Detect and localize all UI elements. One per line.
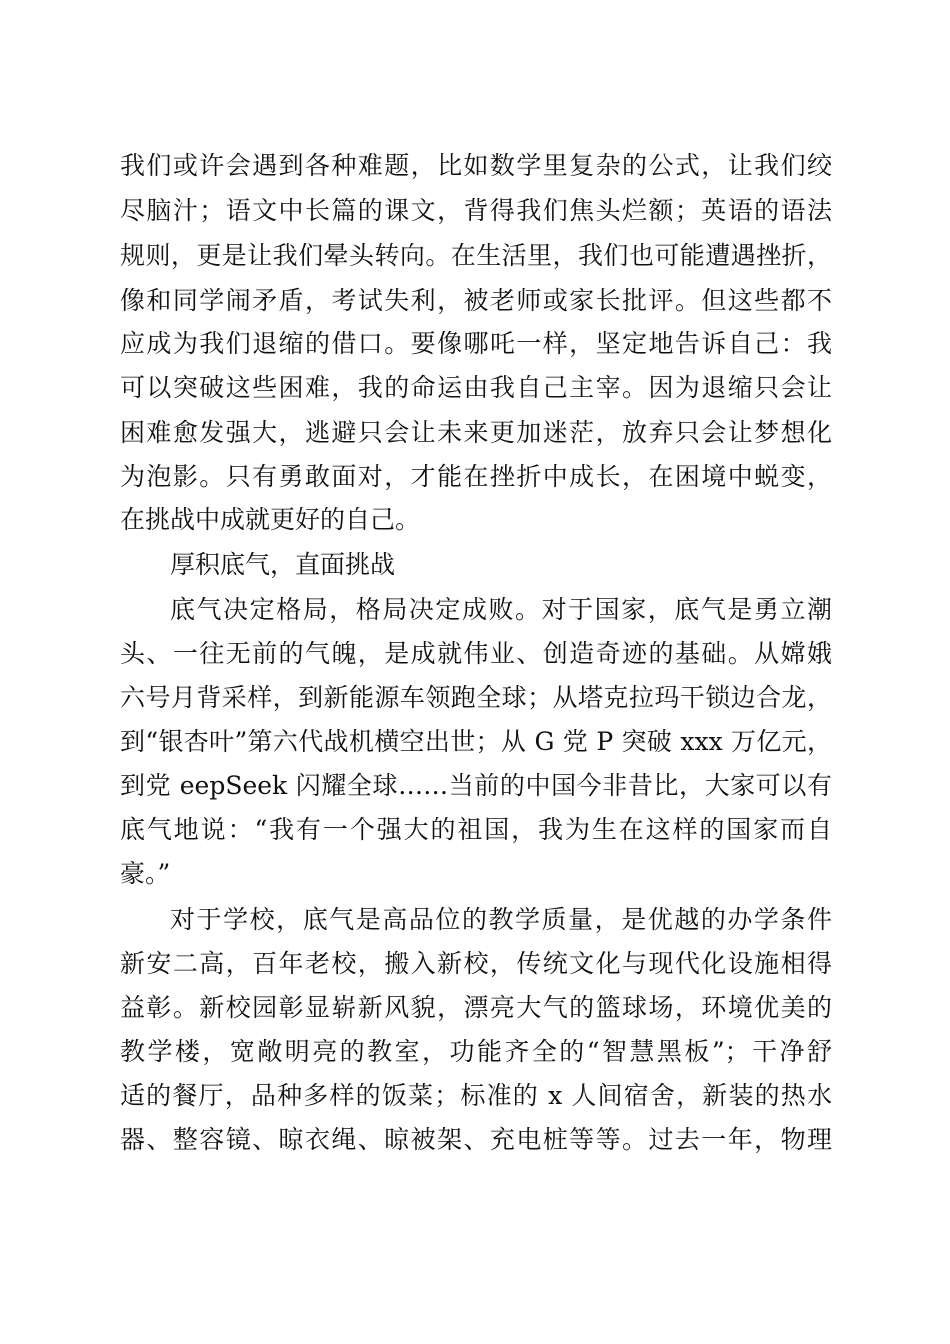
- paragraph-1-line-3: 规则，更是让我们晕头转向。在生活里，我们也可能遭遇挫折，: [120, 241, 832, 270]
- paragraph-3-line-5: 适的餐厅，品种多样的饭菜；标准的 x 人间宿舍，新装的热水: [120, 1081, 832, 1110]
- paragraph-2-line-5: 到党 eepSeek 闪耀全球……当前的中国今非昔比，大家可以有: [120, 771, 832, 800]
- paragraph-1-line-5: 应成为我们退缩的借口。要像哪吒一样，坚定地告诉自己：我: [120, 329, 832, 358]
- paragraph-2-line-7: 豪。”: [120, 859, 171, 888]
- paragraph-2-line-4: 到“银杏叶”第六代战机横空出世；从 G 党 P 突破 xxx 万亿元，: [120, 727, 832, 756]
- section-heading: 厚积底气，直面挑战: [170, 550, 396, 579]
- paragraph-1-line-4: 像和同学闹矛盾，考试失利，被老师或家长批评。但这些都不: [120, 286, 832, 315]
- paragraph-3-line-6: 器、整容镜、晾衣绳、晾被架、充电桩等等。过去一年，物理: [120, 1125, 832, 1154]
- paragraph-1-line-1: 我们或许会遇到各种难题，比如数学里复杂的公式，让我们绞: [120, 151, 832, 180]
- paragraph-2-line-2: 头、一往无前的气魄，是成就伟业、创造奇迹的基础。从嫦娥: [120, 639, 832, 668]
- paragraph-2-line-3: 六号月背采样，到新能源车领跑全球；从塔克拉玛干锁边合龙，: [120, 683, 832, 712]
- paragraph-2-line-6: 底气地说：“我有一个强大的祖国，我为生在这样的国家而自: [120, 815, 832, 844]
- paragraph-2-line-1: 底气决定格局，格局决定成败。对于国家，底气是勇立潮: [170, 595, 832, 624]
- paragraph-1-line-6: 可以突破这些困难，我的命运由我自己主宰。因为退缩只会让: [120, 373, 832, 402]
- paragraph-1-line-8: 为泡影。只有勇敢面对，才能在挫折中成长，在困境中蜕变，: [120, 462, 832, 491]
- paragraph-1-line-9: 在挑战中成就更好的自己。: [120, 505, 421, 534]
- paragraph-3-line-3: 益彰。新校园彰显崭新风貌，漂亮大气的篮球场，环境优美的: [120, 993, 832, 1022]
- paragraph-3-line-2: 新安二高，百年老校，搬入新校，传统文化与现代化设施相得: [120, 949, 832, 978]
- paragraph-1-line-7: 困难愈发强大，逃避只会让未来更加迷茫，放弃只会让梦想化: [120, 418, 832, 447]
- paragraph-1-line-2: 尽脑汁；语文中长篇的课文，背得我们焦头烂额；英语的语法: [120, 196, 832, 225]
- paragraph-3-line-4: 教学楼，宽敞明亮的教室，功能齐全的“智慧黑板”；干净舒: [120, 1037, 832, 1066]
- paragraph-3-line-1: 对于学校，底气是高品位的教学质量，是优越的办学条件: [170, 905, 832, 934]
